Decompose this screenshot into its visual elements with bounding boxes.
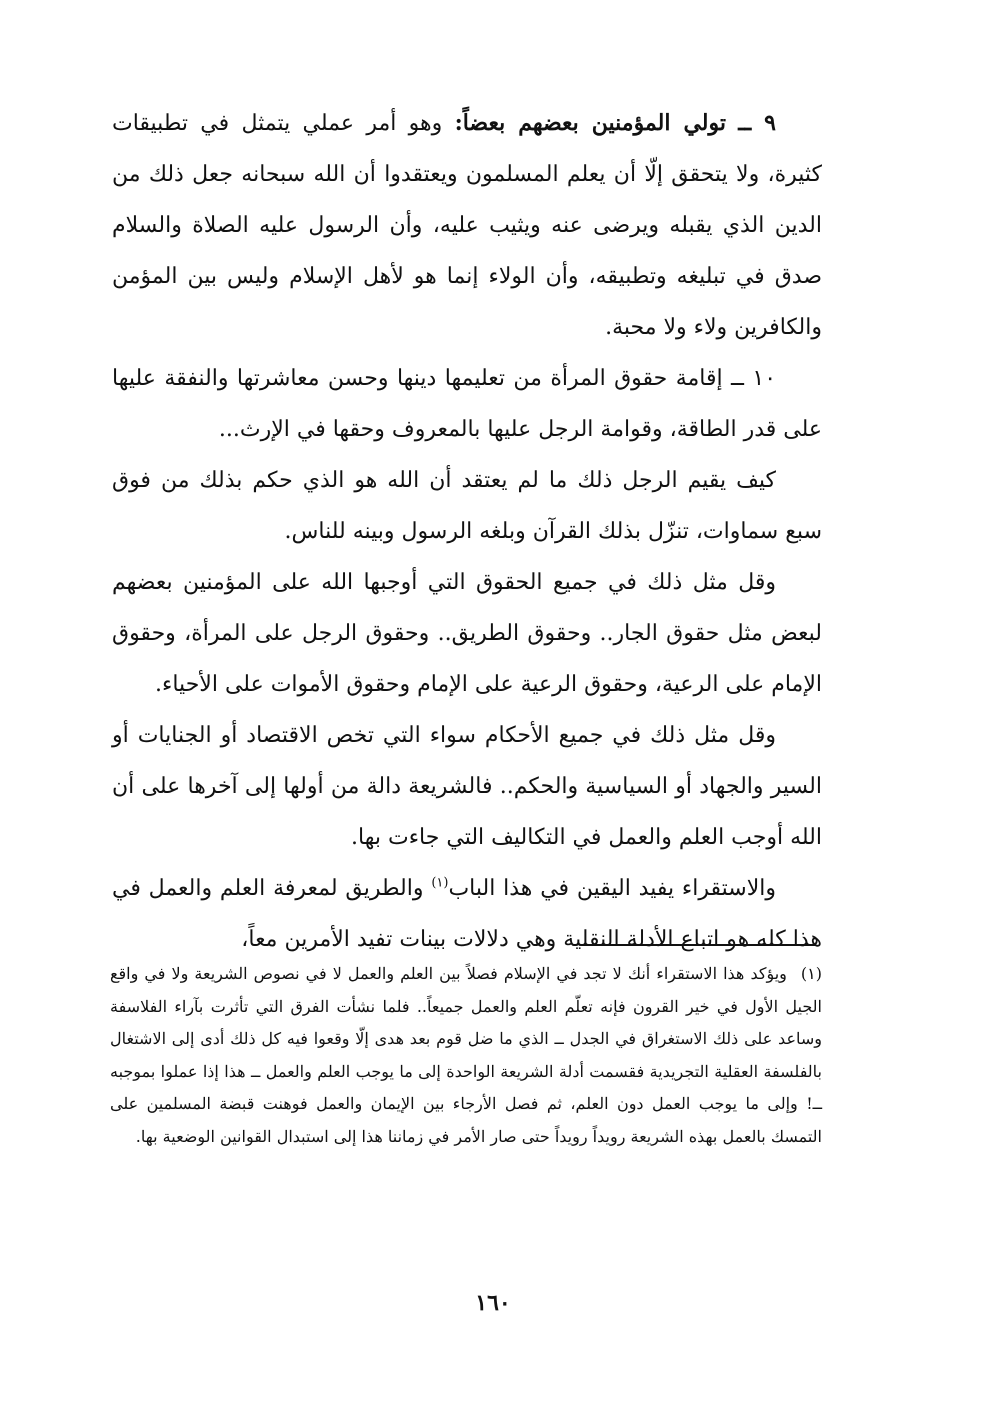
footnote-paragraph — [110, 958, 822, 1153]
item-10-paragraph — [112, 353, 822, 455]
paragraph: وقل مثل ذلك في جميع الأحكام سواء التي تخص الاقتصاد أو الجنايات أو السير والجهاد أو السياسية والحكم.. فالشريعة دالة من أولها إلى آخرها على أن الله أوجب العلم والعمل في التكاليف التي جاءت بها. — [112, 723, 822, 850]
item-10-text: إقامة حقوق المرأة من تعليمها دينها وحسن معاشرتها والنفقة عليها على قدر الطاقة، وقوامة الرجل عليها بالمعروف وحقها في الإرث... — [112, 366, 822, 442]
item-9-text: وهو أمر عملي يتمثل في تطبيقات كثيرة، ولا يتحقق إلّا أن يعلم المسلمون ويعتقدوا أن الله سبحانه جعل ذلك من الدين الذي يقبله ويرضى عنه ويثيب عليه، وأن الرسول عليه الصلاة والسلام صدق في تبليغه وتطبيقه، وأن الولاء إنما هو لأهل الإسلام وليس بين المؤمن والكافرين ولاء ولا محبة. — [112, 111, 822, 340]
paragraph: وقل مثل ذلك في جميع الحقوق التي أوجبها الله على المؤمنين بعضهم لبعض مثل حقوق الجار.. وحقوق الطريق.. وحقوق الرجل على المرأة، وحقوق الإمام على الرعية، وحقوق الرعية على الإمام وحقوق الأموات على الأحياء. — [112, 570, 822, 697]
last-paragraph-start: والاستقراء يفيد اليقين في هذا الباب — [448, 876, 776, 901]
last-paragraph-end: والطريق لمعرفة العلم والعمل في هذا كله هو اتباع الأدلة النقلية وهي دلالات بينات تفيد الأمرين معاً، — [112, 876, 822, 952]
item-10-number: ١٠ ــ — [731, 366, 777, 391]
footnote — [110, 958, 822, 1153]
page-number: ١٦٠ — [475, 1290, 511, 1316]
item-9-paragraph — [112, 98, 822, 353]
item-9-lead: تولي المؤمنين بعضهم بعضاً: — [454, 110, 726, 136]
paragraph: كيف يقيم الرجل ذلك ما لم يعتقد أن الله هو الذي حكم بذلك من فوق سبع سماوات، تنزّل بذلك القرآن وبلغه الرسول وبينه للناس. — [112, 468, 822, 544]
footnote-reference: (١) — [431, 875, 449, 891]
footnote-number: (١) — [800, 964, 823, 983]
main-text — [112, 98, 822, 965]
footnote-divider — [582, 944, 816, 946]
footnote-text: ويؤكد هذا الاستقراء أنك لا تجد في الإسلام فصلاً بين العلم والعمل لا في نصوص الشريعة ولا في واقع الجيل الأول في خير القرون فإنه تعلّم العلم والعمل جميعاً.. فلما نشأت الفرق التي تأثرت بآراء الفلاسفة وساعد على ذلك الاستغراق في الجدل ــ الذي ما ضل قوم بعد هدى إلّا وقعوا فيه كل ذلك أدى إلى الاشتغال بالفلسفة العقلية التجريدية فقسمت أدلة الشريعة الواحدة إلى ما يوجب العلم والعمل ــ هذا إذا عملوا بموجبه ــ! وإلى ما يوجب العمل دون العلم، ثم فصل الأرجاء بين الإيمان والعمل فوهنت قبضة المسلمين على التمسك بالعمل بهذه الشريعة رويداً رويداً حتى صار الأمر في زماننا هذا إلى استبدال القوانين الوضعية بها. — [110, 964, 823, 1146]
last-paragraph — [112, 863, 822, 965]
item-9-number: ٩ ــ — [738, 110, 776, 136]
